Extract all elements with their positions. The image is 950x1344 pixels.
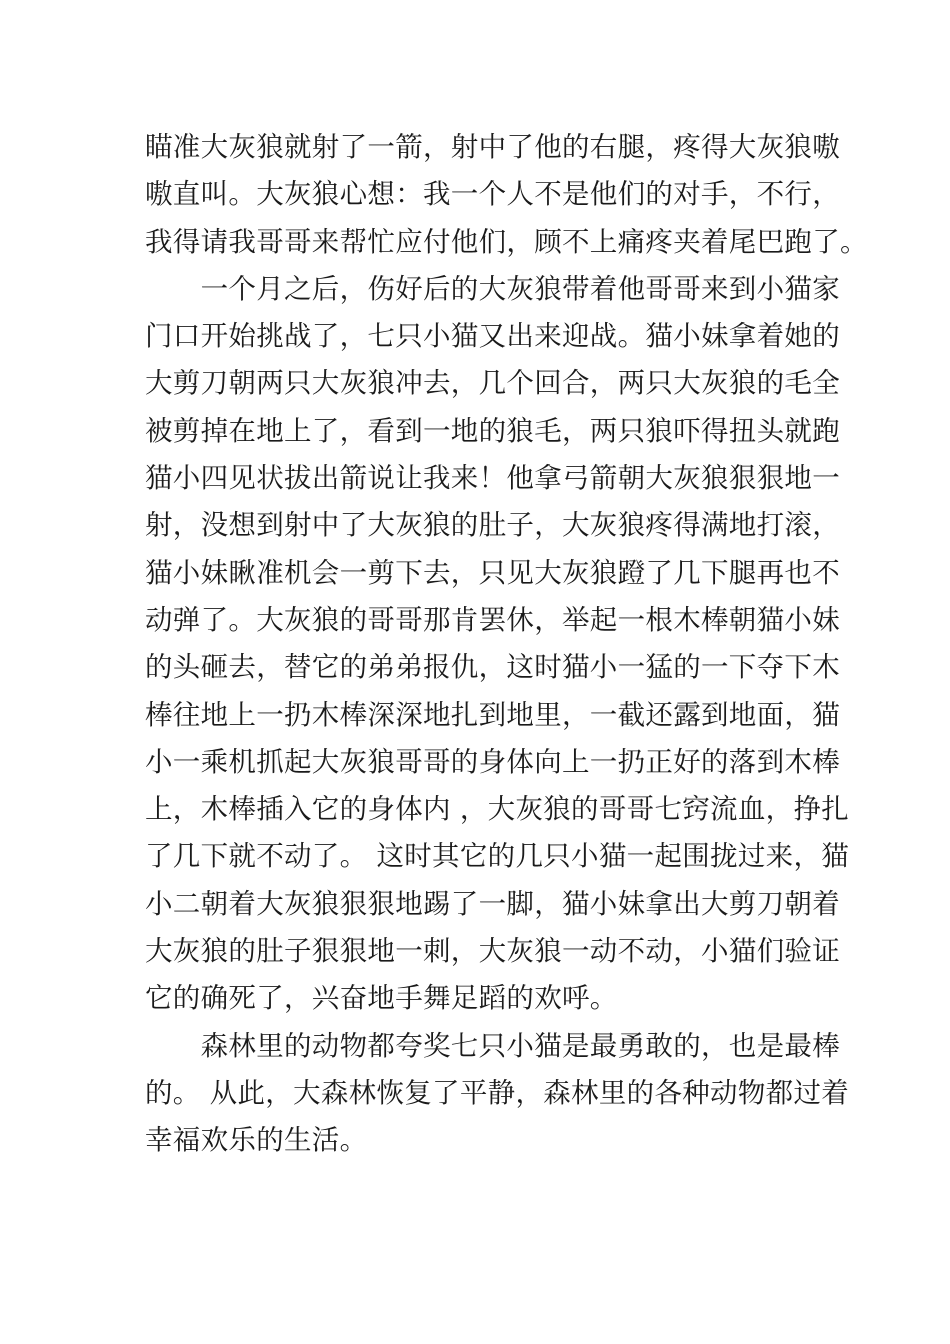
text-line: 被剪掉在地上了，看到一地的狼毛，两只狼吓得扭头就跑: [145, 414, 840, 447]
text-line: 森林里的动物都夸奖七只小猫是最勇敢的，也是最棒: [145, 1029, 840, 1062]
text-line: 棒往地上一扔木棒深深地扎到地里，一截还露到地面，猫: [145, 698, 840, 731]
text-line: 一个月之后，伤好后的大灰狼带着他哥哥来到小猫家: [145, 272, 840, 305]
text-line: 幸福欢乐的生活。: [145, 1124, 368, 1157]
text-line: 它的确死了，兴奋地手舞足蹈的欢呼。: [145, 982, 618, 1015]
text-line: 动弹了。大灰狼的哥哥那肯罢休，举起一根木棒朝猫小妹: [145, 603, 840, 636]
text-line: 瞄准大灰狼就射了一箭，射中了他的右腿，疼得大灰狼嗷: [145, 131, 840, 163]
body-text: [145, 124, 868, 1165]
text-line: 猫小四见状拔出箭说让我来！他拿弓箭朝大灰狼狠狠地一: [145, 462, 840, 495]
text-line: 了几下就不动了。 这时其它的几只小猫一起围拢过来，猫: [145, 840, 850, 873]
text-line: 我得请我哥哥来帮忙应付他们，顾不上痛疼夹着尾巴跑了。: [145, 225, 868, 258]
text-line: 小一乘机抓起大灰狼哥哥的身体向上一扔正好的落到木棒: [145, 745, 840, 778]
text-line: 大灰狼的肚子狠狠地一刺，大灰狼一动不动，小猫们验证: [145, 935, 840, 968]
text-line: 大剪刀朝两只大灰狼冲去，几个回合，两只大灰狼的毛全: [145, 367, 840, 400]
text-line: 射，没想到射中了大灰狼的肚子，大灰狼疼得满地打滚，: [145, 509, 840, 542]
text-line: 上，木棒插入它的身体内 ，大灰狼的哥哥七窍流血，挣扎: [145, 793, 850, 826]
text-line: 门口开始挑战了，七只小猫又出来迎战。猫小妹拿着她的: [145, 320, 840, 353]
text-line: 的。 从此，大森林恢复了平静，森林里的各种动物都过着: [145, 1076, 850, 1109]
text-line: 的头砸去，替它的弟弟报仇，这时猫小一猛的一下夺下木: [145, 651, 840, 684]
text-line: 猫小妹瞅准机会一剪下去，只见大灰狼蹬了几下腿再也不: [145, 556, 840, 589]
text-line: 小二朝着大灰狼狠狠地踢了一脚，猫小妹拿出大剪刀朝着: [145, 887, 840, 920]
text-line: 嗷直叫。大灰狼心想：我一个人不是他们的对手，不行，: [145, 178, 840, 211]
